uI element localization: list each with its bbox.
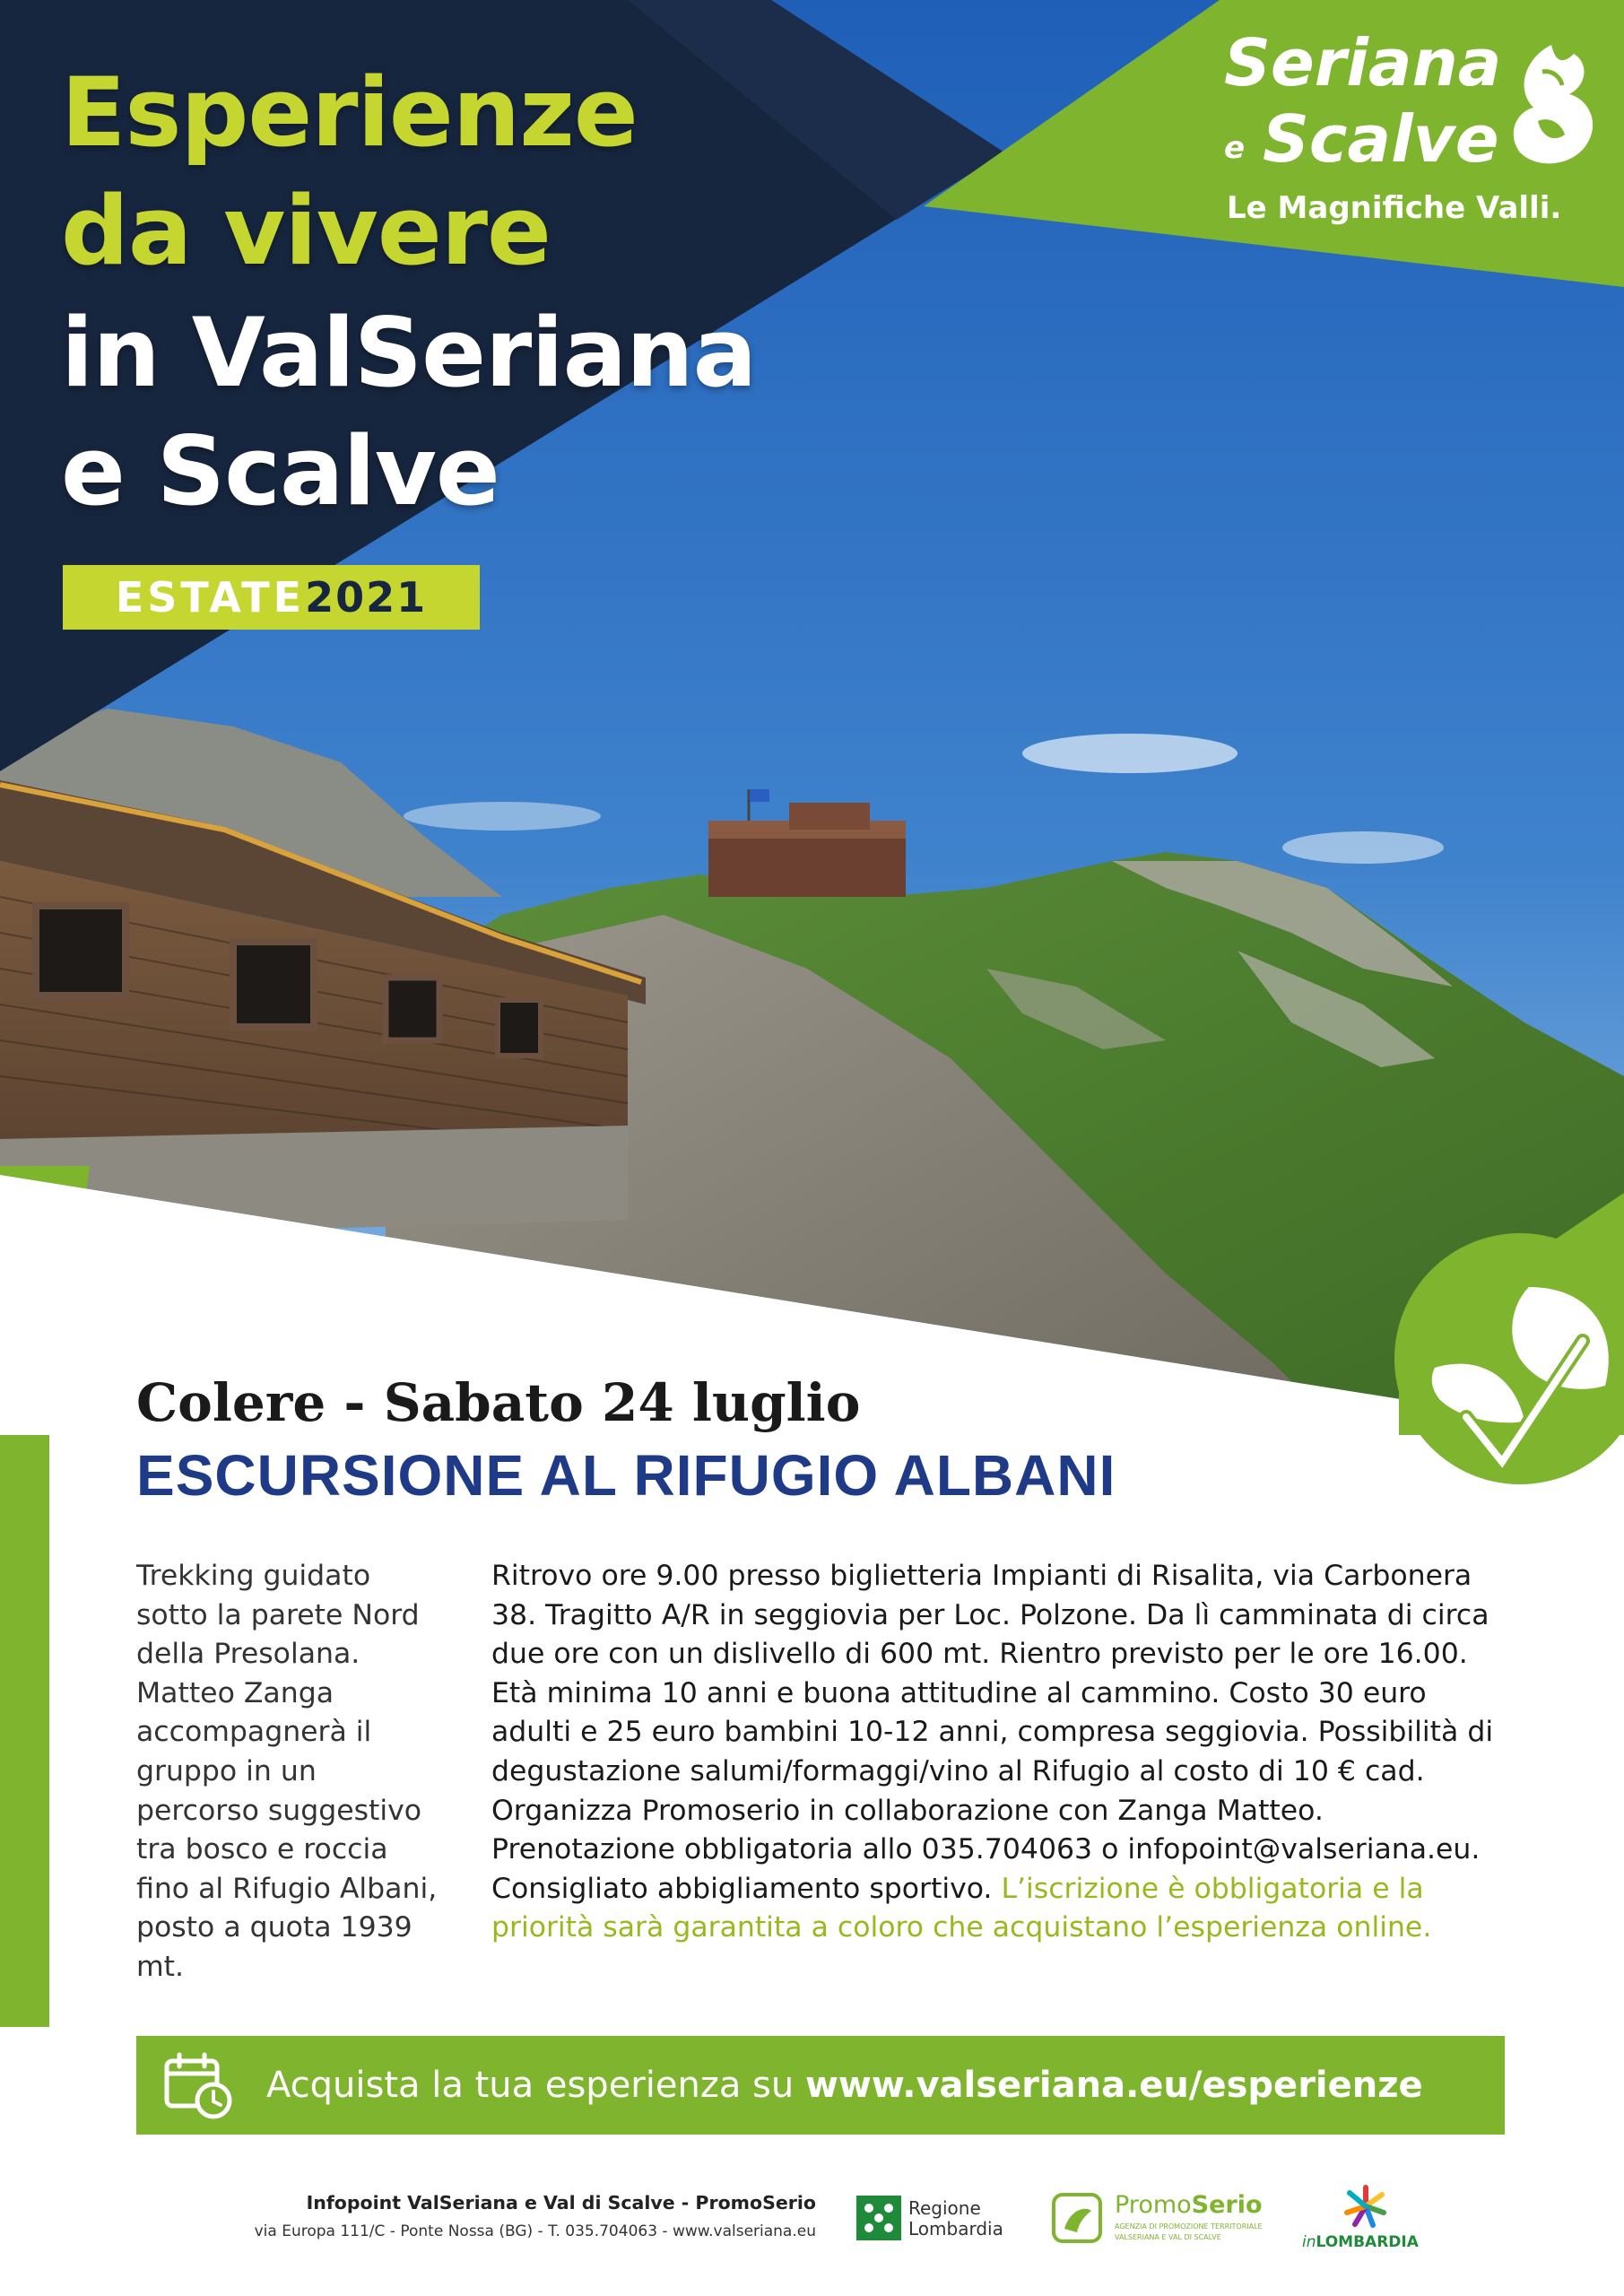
promoserio-wordmark — [1115, 2191, 1263, 2219]
event-title: ESCURSIONE AL RIFUGIO ALBANI — [136, 1443, 1116, 1508]
promoserio-logo-mark — [1052, 2193, 1102, 2243]
season-badge — [63, 565, 480, 630]
cta-bar[interactable] — [136, 2036, 1505, 2135]
event-intro: Trekking guidato sotto la parete Nord della Presolana. Matteo Zanga accompagnerà il gruppo in un percorso suggestivo tra bosco e roccia fino al Rifugio Albani, posto a quota 1939 mt. — [136, 1560, 438, 1983]
brand-logo-line2: Scalve — [1263, 101, 1499, 177]
promoserio-wordmark-a: Promo — [1115, 2191, 1192, 2219]
leaf-check-icon — [1394, 1233, 1624, 1511]
brand-logo-tagline: Le Magnifiche Valli. — [1227, 190, 1562, 226]
inlombardia-wordmark-a: in — [1302, 2233, 1316, 2251]
regione-lombardia-line2: Lombardia — [908, 2218, 1003, 2239]
regione-lombardia-line1: Regione — [908, 2197, 981, 2219]
inlombardia-wordmark-b: LOMBARDIA — [1316, 2233, 1419, 2251]
headline-line-2: da vivere — [61, 176, 551, 286]
footer-address: via Europa 111/C - Ponte Nossa (BG) - T. 035.704063 - www.valseriana.eu — [254, 2222, 816, 2240]
brand-logo-mark — [1489, 36, 1601, 170]
cta-prefix: Acquista la tua esperienza su — [266, 2065, 805, 2106]
season-label: ESTATE — [115, 573, 306, 622]
season-year: 2021 — [305, 573, 428, 622]
promoserio-subtitle-1: AGENZIA DI PROMOZIONE TERRITORIALE — [1115, 2222, 1263, 2231]
cta-text — [266, 2036, 1423, 2135]
brand-logo-connector: e — [1224, 130, 1246, 166]
promoserio-wordmark-b: Serio — [1191, 2191, 1263, 2219]
regione-lombardia-logo-mark — [856, 2196, 901, 2240]
headline-line-4: e Scalve — [61, 416, 499, 526]
cta-url-link[interactable]: www.valseriana.eu/esperienze — [804, 2065, 1423, 2106]
event-details-text: Ritrovo ore 9.00 presso biglietteria Impianti di Risalita, via Carbonera 38. Tragitto A/R in seggiovia per Loc. Polzone. Da lì camminata di circa due ore con un dislivello di 600 mt. Rientro previsto per le ore 16.00. Età minima 10 anni e buona attitudine al cammino. Costo 30 euro adulti e 25 euro bambini 10-12 anni, compresa seggiovia. Possibilità di degustazione salumi/formaggi/vino al Rifugio al costo di 10 € cad. Organizza Promoserio in collaborazione con Zanga Matteo. Prenotazione obbligatoria allo 035.704063 o infopoint@valseriana.eu. Consigliato abbigliamento sportivo. — [491, 1560, 1494, 1905]
footer-organization: Infopoint ValSeriana e Val di Scalve - PromoSerio — [306, 2192, 816, 2213]
event-notice: L’iscrizione è obbligatoria e la priorità sarà garantita a coloro che acquistano l’esperienza online. — [491, 1872, 1432, 1944]
headline-line-1: Esperienze — [61, 57, 638, 168]
event-place-date: Colere - Sabato 24 luglio — [136, 1372, 861, 1433]
headline-line-3: in ValSeriana — [61, 298, 757, 408]
event-details — [491, 1557, 1505, 1948]
left-green-strip — [0, 1435, 49, 2027]
brand-logo-line1: Seriana — [1224, 25, 1502, 100]
inlombardia-wordmark — [1302, 2233, 1419, 2251]
calendar-clock-icon — [163, 2052, 233, 2120]
inlombardia-logo-mark — [1342, 2184, 1389, 2229]
promoserio-subtitle-2: VALSERIANA E VAL DI SCALVE — [1115, 2233, 1221, 2241]
